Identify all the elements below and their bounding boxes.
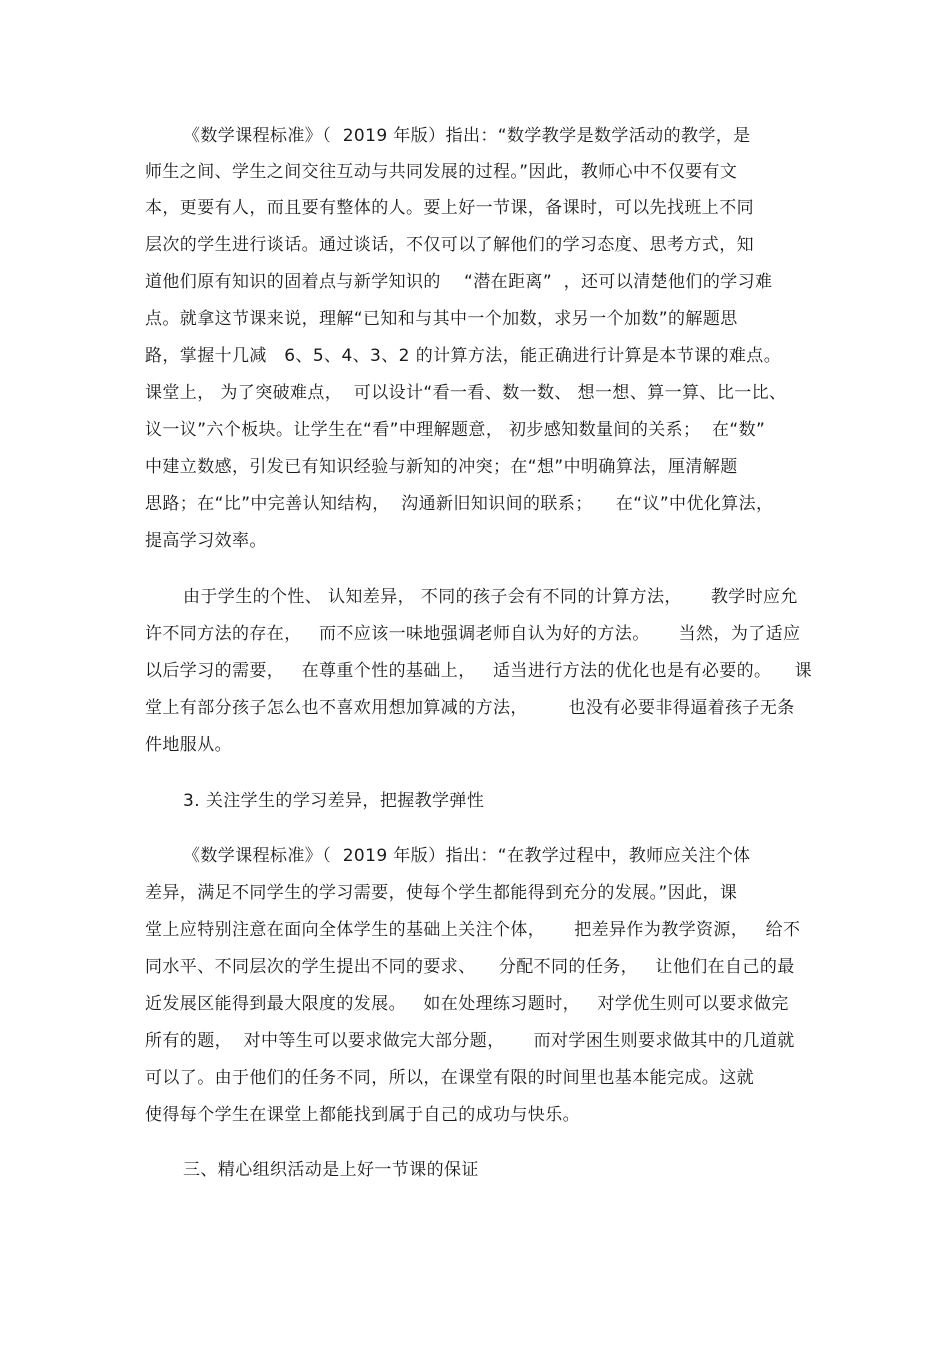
paragraph-1-line-5: 道他们原有知识的固着点与新学知识的 “潜在距离” ，还可以清楚他们的学习难 bbox=[145, 272, 773, 292]
section-heading-3: 3. 关注学生的学习差异，把握教学弹性 bbox=[183, 791, 485, 811]
paragraph-2-line-1: 由于学生的个性、 认知差异， 不同的孩子会有不同的计算方法， 教学时应允 bbox=[183, 587, 798, 607]
paragraph-3-line-6: 所有的题， 对中等生可以要求做完大部分题， 而对学困生则要求做其中的几道就 bbox=[145, 1031, 795, 1051]
paragraph-3-line-2: 差异，满足不同学生的学习需要，使每个学生都能得到充分的发展。”因此，课 bbox=[145, 883, 738, 903]
paragraph-3-line-1: 《数学课程标准》（ 2019 年版）指出：“在教学过程中，教师应关注个体 bbox=[183, 846, 751, 866]
paragraph-2-line-4: 堂上有部分孩子怎么也不喜欢用想加算减的方法， 也没有必要非得逼着孩子无条 bbox=[145, 698, 795, 718]
section-heading-3-main: 三、精心组织活动是上好一节课的保证 bbox=[183, 1160, 479, 1180]
paragraph-1-line-1: 《数学课程标准》（ 2019 年版）指出：“数学教学是数学活动的教学，是 bbox=[183, 126, 751, 146]
paragraph-2-line-5: 件地服从。 bbox=[145, 735, 232, 755]
paragraph-1-line-2: 师生之间、学生之间交往互动与共同发展的过程。”因此，教师心中不仅要有文 bbox=[145, 162, 738, 182]
paragraph-3-line-8: 使得每个学生在课堂上都能找到属于自己的成功与快乐。 bbox=[145, 1105, 580, 1125]
paragraph-3-line-3: 堂上应特别注意在面向全体学生的基础上关注个体， 把差异作为教学资源， 给不 bbox=[145, 920, 801, 940]
paragraph-1-line-9: 议一议”六个板块。让学生在“看”中理解题意， 初步感知数量间的关系； 在“数” bbox=[145, 420, 766, 440]
paragraph-1-line-7: 路，掌握十几减 6、5、4、3、2 的计算方法，能正确进行计算是本节课的难点。 bbox=[145, 346, 782, 366]
paragraph-1-line-11: 思路；在“比”中完善认知结构， 沟通新旧知识间的联系； 在“议”中优化算法， bbox=[145, 494, 774, 514]
paragraph-1-line-10: 中建立数感，引发已有知识经验与新知的冲突；在“想”中明确算法，厘清解题 bbox=[145, 457, 738, 477]
paragraph-3-line-4: 同水平、不同层次的学生提出不同的要求、 分配不同的任务， 让他们在自己的最 bbox=[145, 957, 795, 977]
paragraph-2-line-2: 许不同方法的存在， 而不应该一味地强调老师自认为好的方法。 当然，为了适应 bbox=[145, 624, 801, 644]
paragraph-1-line-4: 层次的学生进行谈话。通过谈话，不仅可以了解他们的学习态度、思考方式，知 bbox=[145, 235, 754, 255]
paragraph-1-line-3: 本，更要有人，而且要有整体的人。要上好一节课，备课时，可以先找班上不同 bbox=[145, 198, 754, 218]
paragraph-3-line-7: 可以了。由于他们的任务不同，所以，在课堂有限的时间里也基本能完成。这就 bbox=[145, 1068, 754, 1088]
paragraph-1-line-6: 点。就拿这节课来说，理解“已知和与其中一个加数，求另一个加数”的解题思 bbox=[145, 309, 738, 329]
paragraph-2-line-3: 以后学习的需要， 在尊重个性的基础上， 适当进行方法的优化也是有必要的。 课 bbox=[145, 661, 813, 681]
paragraph-1-line-8: 课堂上， 为了突破难点， 可以设计“看一看、数一数、 想一想、算一算、比一比、 bbox=[145, 383, 787, 403]
paragraph-3-line-5: 近发展区能得到最大限度的发展。 如在处理练习题时， 对学优生则可以要求做完 bbox=[145, 994, 789, 1014]
paragraph-1-line-12: 提高学习效率。 bbox=[145, 531, 267, 551]
